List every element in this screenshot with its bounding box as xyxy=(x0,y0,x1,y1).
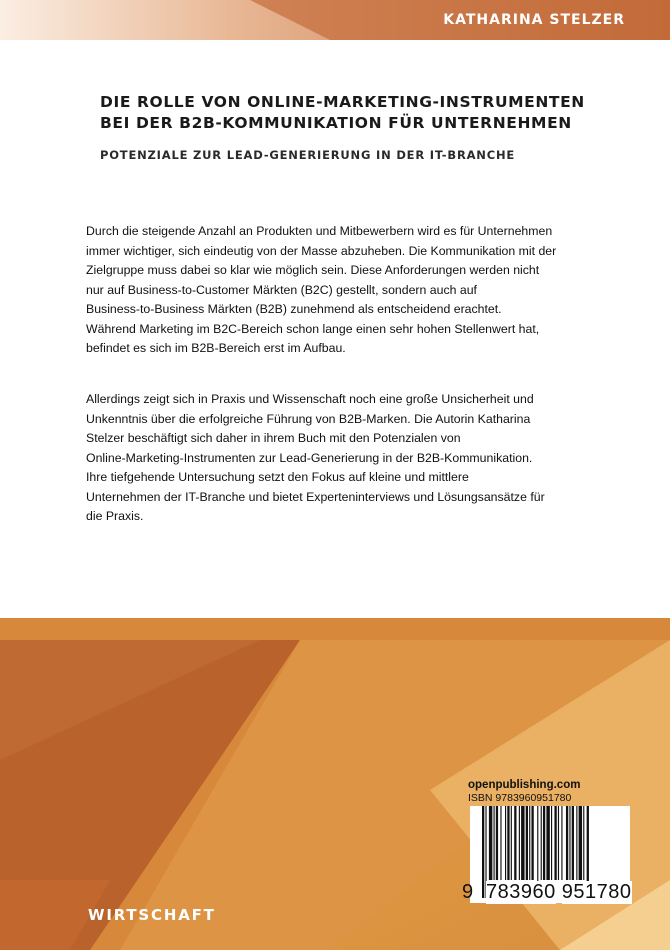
barcode-bar xyxy=(511,806,512,880)
blurb-line: immer wichtiger, sich eindeutig von der Masse abzuheben. Die Kommunikation mit der xyxy=(86,243,557,258)
barcode-digits xyxy=(462,880,637,904)
blurb-line: befindet es sich im B2B-Bereich erst im Aufbau. xyxy=(86,341,346,355)
book-subtitle: POTENZIALE ZUR LEAD-GENERIERUNG IN DER IT-BRANCHE xyxy=(100,148,516,162)
blurb-line: Ihre tiefgehende Untersuchung setzt den Fokus auf kleine und mittlere xyxy=(86,470,469,484)
blurb-line: Business-to-Business Märkten (B2B) zunehmend als entscheidend erachtet. xyxy=(86,302,502,316)
blurb-line: nur auf Business-to-Customer Märkten (B2C) gestellt, sondern auch auf xyxy=(86,282,477,297)
barcode-digit-group: 951780 xyxy=(561,881,632,903)
barcode-bar xyxy=(507,806,509,880)
blurb-line: Stelzer beschäftigt sich daher in ihrem Buch mit den Potenzialen von xyxy=(86,431,461,445)
isbn-block xyxy=(468,778,638,805)
category-label: WIRTSCHAFT xyxy=(88,906,216,924)
barcode-bar xyxy=(514,806,516,880)
barcode-bar xyxy=(551,806,552,880)
barcode-bar xyxy=(505,806,506,880)
blurb-paragraph-1 xyxy=(86,222,590,359)
blurb-line: Während Marketing im B2C-Bereich schon lange einen sehr hohen Stellenwert hat, xyxy=(86,321,540,336)
publisher-website: openpublishing.com xyxy=(468,779,581,791)
barcode-bar xyxy=(500,806,501,880)
barcode-bar xyxy=(521,806,524,880)
blurb-line: Online-Marketing-Instrumenten zur Lead-Generierung in der B2B-Kommunikation. xyxy=(86,450,533,465)
blurb-line: Zielgruppe muss dabei so klar wie möglich sein. Diese Anforderungen werden nicht xyxy=(86,263,540,277)
book-title xyxy=(100,92,620,134)
blurb-line: Unkenntnis über die erfolgreiche Führung von B2B-Marken. Die Autorin Katharina xyxy=(86,411,531,426)
barcode-bar xyxy=(489,806,492,880)
title-line: BEI DER B2B-KOMMUNIKATION FÜR UNTERNEHMEN xyxy=(100,114,572,132)
barcode-digit-group: 9 xyxy=(462,881,474,903)
author-name: KATHARINA STELZER xyxy=(443,12,625,28)
barcode-bar xyxy=(541,806,542,880)
barcode-bar xyxy=(496,806,498,880)
barcode-bar xyxy=(569,806,570,880)
barcode-bar xyxy=(554,806,556,880)
barcode-bar xyxy=(531,806,533,880)
barcode-bar xyxy=(526,806,528,880)
blurb-line: Durch die steigende Anzahl an Produkten und Mitbewerbern wird es für Unternehmen xyxy=(86,224,553,238)
barcode-bar xyxy=(561,806,562,880)
blurb-line: Allerdings zeigt sich in Praxis und Wissenschaft noch eine große Unsicherheit und xyxy=(86,392,534,406)
blurb-line: die Praxis. xyxy=(86,509,144,523)
barcode-bar xyxy=(529,806,530,880)
barcode-bar xyxy=(579,806,582,880)
barcode-bar xyxy=(494,806,495,880)
barcode-bar xyxy=(583,806,584,880)
barcode-bar xyxy=(576,806,577,880)
blurb-paragraph-2 xyxy=(86,390,590,527)
barcode-bar xyxy=(519,806,520,880)
blurb-line: Unternehmen der IT-Branche und bietet Experteninterviews und Lösungsansätze für xyxy=(86,489,545,504)
barcode-bar xyxy=(572,806,574,880)
barcode-digit-group: 783960 xyxy=(486,881,556,903)
title-line: DIE ROLLE VON ONLINE-MARKETING-INSTRUMENTEN xyxy=(100,93,585,111)
barcode-bar xyxy=(566,806,568,880)
isbn-label: ISBN 9783960951780 xyxy=(468,792,572,804)
barcode-bar xyxy=(558,806,559,880)
barcode-bar xyxy=(546,806,549,880)
barcode-bar xyxy=(543,806,545,880)
